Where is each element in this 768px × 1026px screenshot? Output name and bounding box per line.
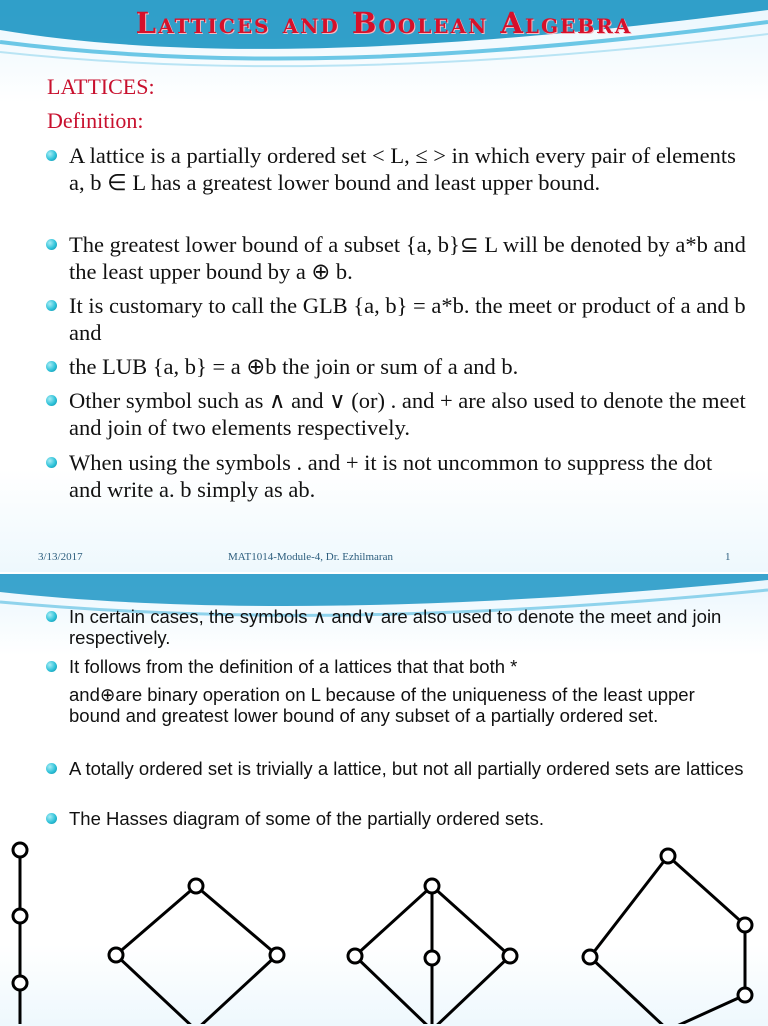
footer-title: MAT1014-Module-4, Dr. Ezhilmaran	[228, 551, 393, 563]
bullet-icon	[46, 457, 57, 468]
bullet-icon	[46, 611, 57, 622]
chain-diagram	[13, 843, 27, 1024]
bullet-icon	[46, 150, 57, 161]
n5-diagram	[583, 849, 752, 1024]
bullet-icon	[46, 395, 57, 406]
list-item-continuation	[46, 684, 746, 726]
list-item	[46, 353, 746, 380]
bullet-icon	[46, 661, 57, 672]
bullet-text: and⊕are binary operation on L because of the uniqueness of the least upper bound and greatest lower bound of any subset of a partially ordered set.	[69, 684, 695, 726]
bullet-text: In certain cases, the symbols ∧ and∨ are also used to denote the meet and join respectively.	[69, 606, 722, 648]
list-item	[46, 808, 746, 829]
list-item	[46, 656, 746, 677]
list-item	[46, 387, 746, 441]
list-item	[46, 606, 746, 648]
bullet-icon	[46, 239, 57, 250]
slide-title: Lattices and Boolean Algebra	[135, 6, 633, 40]
bullet-icon	[46, 300, 57, 311]
list-item	[46, 142, 746, 196]
bullet-text: When using the symbols . and + it is not uncommon to suppress the dot and write a. b simply as ab.	[69, 450, 713, 502]
bullet-text: A totally ordered set is trivially a lattice, but not all partially ordered sets are lattices	[69, 758, 744, 779]
list-item	[46, 449, 746, 503]
bullet-text: A lattice is a partially ordered set < L, ≤ > in which every pair of elements a, b ∈ L has a greatest lower bound and least upper bound.	[69, 143, 736, 195]
bullet-icon	[46, 813, 57, 824]
bullet-text: the LUB {a, b} = a ⊕b the join or sum of a and b.	[69, 354, 519, 379]
bullet-text: The greatest lower bound of a subset {a, b}⊆ L will be denoted by a*b and the least upper bound by a ⊕ b.	[69, 232, 746, 284]
bullet-icon	[46, 763, 57, 774]
list-item	[46, 231, 746, 285]
m3-diagram	[348, 879, 517, 1024]
bullet-text: It is customary to call the GLB {a, b} = a*b. the meet or product of a and b and	[69, 293, 746, 345]
page-number: 1	[725, 551, 731, 563]
hasse-diagrams	[0, 836, 768, 1024]
definition-heading: Definition:	[47, 108, 144, 133]
footer-date: 3/13/2017	[38, 551, 83, 563]
bullet-icon	[46, 361, 57, 372]
diamond-diagram	[109, 879, 284, 1024]
list-item	[46, 758, 746, 779]
bullet-text: It follows from the definition of a lattices that that both *	[69, 656, 518, 677]
section-heading: LATTICES:	[47, 74, 155, 99]
bullet-text: Other symbol such as ∧ and ∨ (or) . and + are also used to denote the meet and join of two elements respectively.	[69, 388, 746, 440]
list-item	[46, 292, 746, 346]
bullet-text: The Hasses diagram of some of the partially ordered sets.	[69, 808, 545, 829]
